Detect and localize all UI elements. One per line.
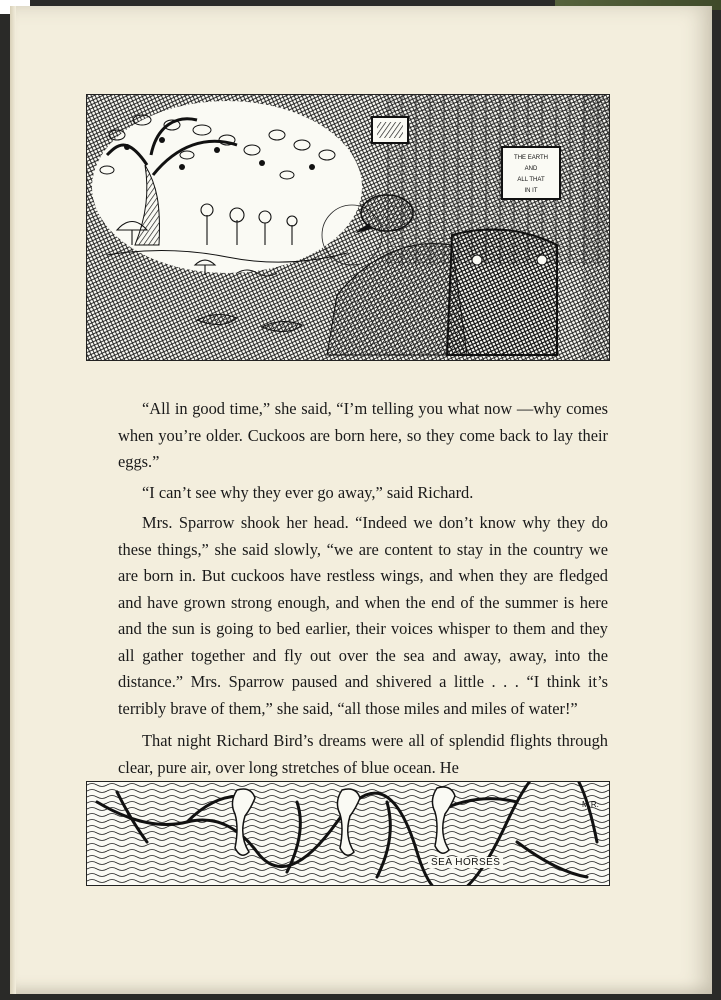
sea-horses-illustration bbox=[86, 781, 610, 886]
wall-sign-line: ALL THAT bbox=[517, 177, 545, 183]
paragraph: Mrs. Sparrow shook her head. “Indeed we don’t know why they do these things,” she said slowly, “we are content to stay in the country we are born in. But cuckoos have restless wings, and when they are fledged and have grown strong enough, and when the end of the summer is here and the sun is going to bed earlier, their voices whisper to them and they all gather together and fly out over the sea and away, away, into the distance.” Mrs. Sparrow paused and shivered a little . . . “I think it’s terribly brave of them,” she said, “all those miles and miles of water!” bbox=[118, 513, 608, 718]
dream-illustration bbox=[86, 94, 610, 361]
page-gutter-shadow bbox=[10, 6, 16, 994]
paragraph: “All in good time,” she said, “I’m telling you what now —why comes when you’re older. Cuckoos are born here, so they come back to lay their eggs.” bbox=[118, 399, 608, 471]
page-text bbox=[118, 396, 608, 785]
wall-sign-line: THE EARTH bbox=[514, 155, 548, 161]
paragraph: That night Richard Bird’s dreams were all of splendid flights through clear, pure air, over long stretches of blue ocean. He bbox=[118, 731, 608, 777]
artist-initials: M.R. bbox=[582, 800, 599, 809]
wall-sign-line: AND bbox=[524, 166, 538, 172]
paragraph: “I can’t see why they ever go away,” said Richard. bbox=[142, 482, 474, 502]
wall-sign-line: IN IT bbox=[524, 188, 538, 194]
illustration-caption: SEA HORSES bbox=[428, 857, 503, 868]
